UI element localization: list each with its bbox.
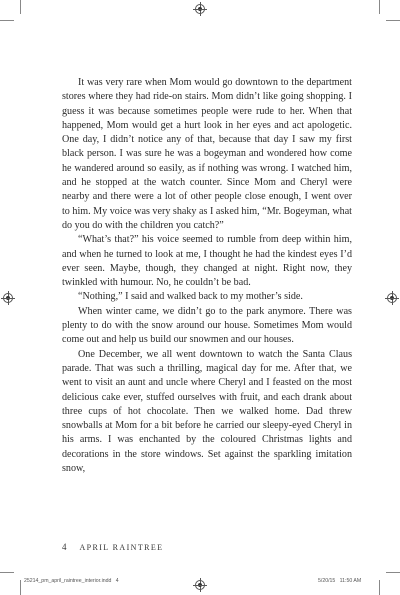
page-number: 4 xyxy=(62,542,67,552)
crop-mark xyxy=(0,572,14,573)
paragraph: “Nothing,” I said and walked back to my mother’s side. xyxy=(78,291,303,303)
running-title: APRIL RAINTREE xyxy=(79,543,164,552)
crop-mark xyxy=(386,20,400,21)
crop-mark xyxy=(386,572,400,573)
crop-mark xyxy=(20,0,21,14)
crop-mark xyxy=(379,0,380,14)
paragraph: One December, we all went downtown to watch the Santa Claus parade. That was such a thrilling, magical day for me. After that, we went to visit an aunt and uncle where Cheryl and I feasted on the most delicious cake ever, stuffed ourselves with fruit, and each drank about three cups of hot chocolate. Then we walked home. Dad threw snowballs at Mom for a bit before he carried our sleepy-eyed Cheryl in his arms. I was enchanted by the coloured Christmas lights and decorations in the store windows. Set against the sparkling imitation snow, xyxy=(62,348,352,475)
registration-mark-top xyxy=(195,4,205,14)
paragraph: When winter came, we didn’t go to the park anymore. There was plenty to do with the snow around our house. Sometimes Mom would come out and help us build our snowmen and our houses. xyxy=(62,305,352,346)
file-slug: 25214_pm_april_raintree_interior.indd 4 xyxy=(24,578,119,584)
registration-mark-bottom xyxy=(195,580,205,590)
crop-mark xyxy=(20,580,21,595)
date-slug: 5/20/15 11:50 AM xyxy=(318,578,362,584)
registration-mark-left xyxy=(3,293,13,303)
paragraph: It was very rare when Mom would go downtown to the department stores where they had ride-on stairs. Mom didn’t like going shopping. I guess it was because sometimes people were rude to her. When that happened, Mom would get a hurt look in her eyes and act apologetic. One day, I didn’t notice any of that, because that day I saw my first black person. I was sure he was a bogeyman and wondered how come he wandered around so easily, as if nothing was wrong. I watched him, and he stopped at the watch counter. Since Mom and Cheryl were nearby and there were a lot of other people close enough, I went over to him. My voice was very shaky as I asked him, “Mr. Bogeyman, what do you do with the children you catch?” xyxy=(62,77,352,231)
body-text xyxy=(62,76,352,476)
page-footer xyxy=(62,542,163,552)
crop-mark xyxy=(0,20,14,21)
registration-mark-right xyxy=(387,293,397,303)
crop-mark xyxy=(379,580,380,595)
paragraph: “What’s that?” his voice seemed to rumble from deep within him, and when he turned to look at me, I thought he had the kindest eyes I’d ever seen. Maybe, though, they changed at night. Right now, they twinkled with humour. No, he couldn’t be bad. xyxy=(62,234,352,289)
